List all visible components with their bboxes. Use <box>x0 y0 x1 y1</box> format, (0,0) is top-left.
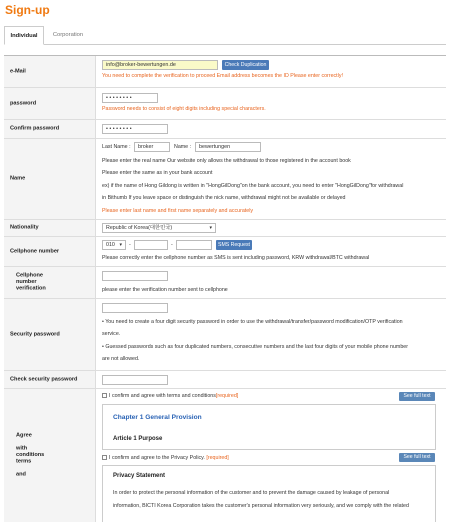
signup-form <box>4 55 446 522</box>
name-warning: Please enter last name and first name separately and accurately <box>102 208 254 214</box>
page-title: Sign-up <box>5 3 50 17</box>
verification-input[interactable] <box>102 271 168 281</box>
password-input[interactable]: • • • • • • • • <box>102 93 158 103</box>
name-info-3: ex) if the name of Hong Gildong is written in "HongGilDong"on the bank account, you need to enter "HongGilDong"for withdrawal <box>102 183 404 189</box>
terms-see-full-button[interactable]: See full text <box>399 392 435 401</box>
password-label: password <box>4 88 96 119</box>
verification-label <box>4 267 96 298</box>
tab-corporation[interactable]: Corporation <box>52 32 84 38</box>
security-password-input[interactable] <box>102 303 168 313</box>
security-info-1b: service. <box>102 331 121 337</box>
cellphone-prefix-value: 010 <box>106 242 115 248</box>
name-row <box>4 139 446 220</box>
check-security-input[interactable] <box>102 375 168 385</box>
name-info-2: Please enter the same as in your bank account <box>102 170 213 176</box>
terms-box[interactable] <box>102 404 436 450</box>
verification-label-line2: number <box>16 279 37 285</box>
email-label: e-Mail <box>4 56 96 87</box>
last-name-label: Last Name : <box>102 144 131 150</box>
phone-separator: - <box>129 242 131 248</box>
privacy-box[interactable] <box>102 465 436 522</box>
agree-label <box>4 389 96 522</box>
privacy-check-label: I confirm and agree to the Privacy Policy. <box>109 455 205 461</box>
terms-article-title: Article 1 Purpose <box>113 436 163 442</box>
security-password-label: Security password <box>4 299 96 370</box>
check-duplication-button[interactable]: Check Duplication <box>222 60 269 70</box>
cellphone-label: Cellphone number <box>4 237 96 266</box>
confirm-password-label: Confirm password <box>4 120 96 138</box>
security-info-2b: are not allowed. <box>102 356 140 362</box>
privacy-required: [required] <box>206 455 229 461</box>
name-label: Name <box>4 139 96 219</box>
password-warning: Password needs to consist of eight digits including special characters. <box>102 106 266 112</box>
last-name-input[interactable]: broker <box>134 142 170 152</box>
email-input[interactable]: info@broker-bewertungen.de <box>102 60 218 70</box>
cellphone-last-input[interactable] <box>176 240 212 250</box>
privacy-checkbox-row[interactable] <box>102 455 229 461</box>
email-warning: You need to complete the verification to proceed Email address becomes the ID Please enter correctly! <box>102 73 343 79</box>
tab-bar <box>4 26 446 45</box>
verification-info: please enter the verification number sent to cellphone <box>102 287 228 293</box>
email-row <box>4 56 446 88</box>
terms-required: [required] <box>215 393 239 399</box>
verification-label-line1: Cellphone verification <box>16 272 46 292</box>
password-row <box>4 88 446 120</box>
nationality-selected: Republic of Korea(대한민국) <box>106 225 173 231</box>
terms-checkbox-row[interactable] <box>102 393 238 399</box>
name-info-4: in Bithumb If you leave space or distinguish the nick name, withdrawal might not be available or delayed <box>102 195 346 201</box>
nationality-label: Nationality <box>4 220 96 236</box>
privacy-text-1: In order to protect the personal information of the customer and to prevent the damage caused by leakage of personal <box>113 490 390 496</box>
security-info-1: • You need to create a four digit security password in order to use the withdrawal/transfer/password modification/OTP verification <box>102 319 403 325</box>
name-info-1: Please enter the real name Our website only allows the withdrawal to those registered in the account book <box>102 158 351 164</box>
check-security-row <box>4 371 446 389</box>
chevron-down-icon: ▾ <box>119 242 122 248</box>
agree-label-line2: conditions <box>16 452 45 458</box>
privacy-see-full-button[interactable]: See full text <box>399 453 435 462</box>
terms-chapter-title: Chapter 1 General Provision <box>113 414 202 421</box>
first-name-input[interactable]: bewertungen <box>195 142 261 152</box>
confirm-password-input[interactable]: • • • • • • • • <box>102 124 168 134</box>
cellphone-row <box>4 237 446 267</box>
sms-request-button[interactable]: SMS Request <box>217 242 250 248</box>
privacy-checkbox[interactable] <box>102 455 107 460</box>
privacy-title: Privacy Statement <box>113 473 166 479</box>
tab-individual[interactable]: Individual <box>4 26 44 45</box>
nationality-row <box>4 220 446 237</box>
chevron-down-icon: ▾ <box>209 225 212 231</box>
nationality-select[interactable] <box>102 223 216 233</box>
terms-check-label: I confirm and agree with terms and conditions <box>109 393 216 399</box>
cellphone-info: Please correctly enter the cellphone number as SMS is sent including password, KRW withdrawal/BTC withdrawal <box>102 255 370 261</box>
confirm-password-row <box>4 120 446 139</box>
security-password-row <box>4 299 446 371</box>
cellphone-middle-input[interactable] <box>134 240 168 250</box>
agree-label-line1: Agree with terms and <box>16 432 32 478</box>
phone-separator: - <box>171 242 173 248</box>
first-name-label: Name : <box>174 144 192 150</box>
terms-checkbox[interactable] <box>102 393 107 398</box>
security-info-2: • Guessed passwords such as four duplicated numbers, consecutive numbers and the last four digits of your mobile phone number <box>102 344 409 350</box>
verification-row <box>4 267 446 299</box>
privacy-text-2: information, BICTI Korea Corporation takes the customer's personal information very seriously, and we comply with the related <box>113 503 409 509</box>
check-security-label: Check security password <box>4 371 96 388</box>
cellphone-prefix-select[interactable] <box>102 240 126 250</box>
agree-row <box>4 389 446 522</box>
